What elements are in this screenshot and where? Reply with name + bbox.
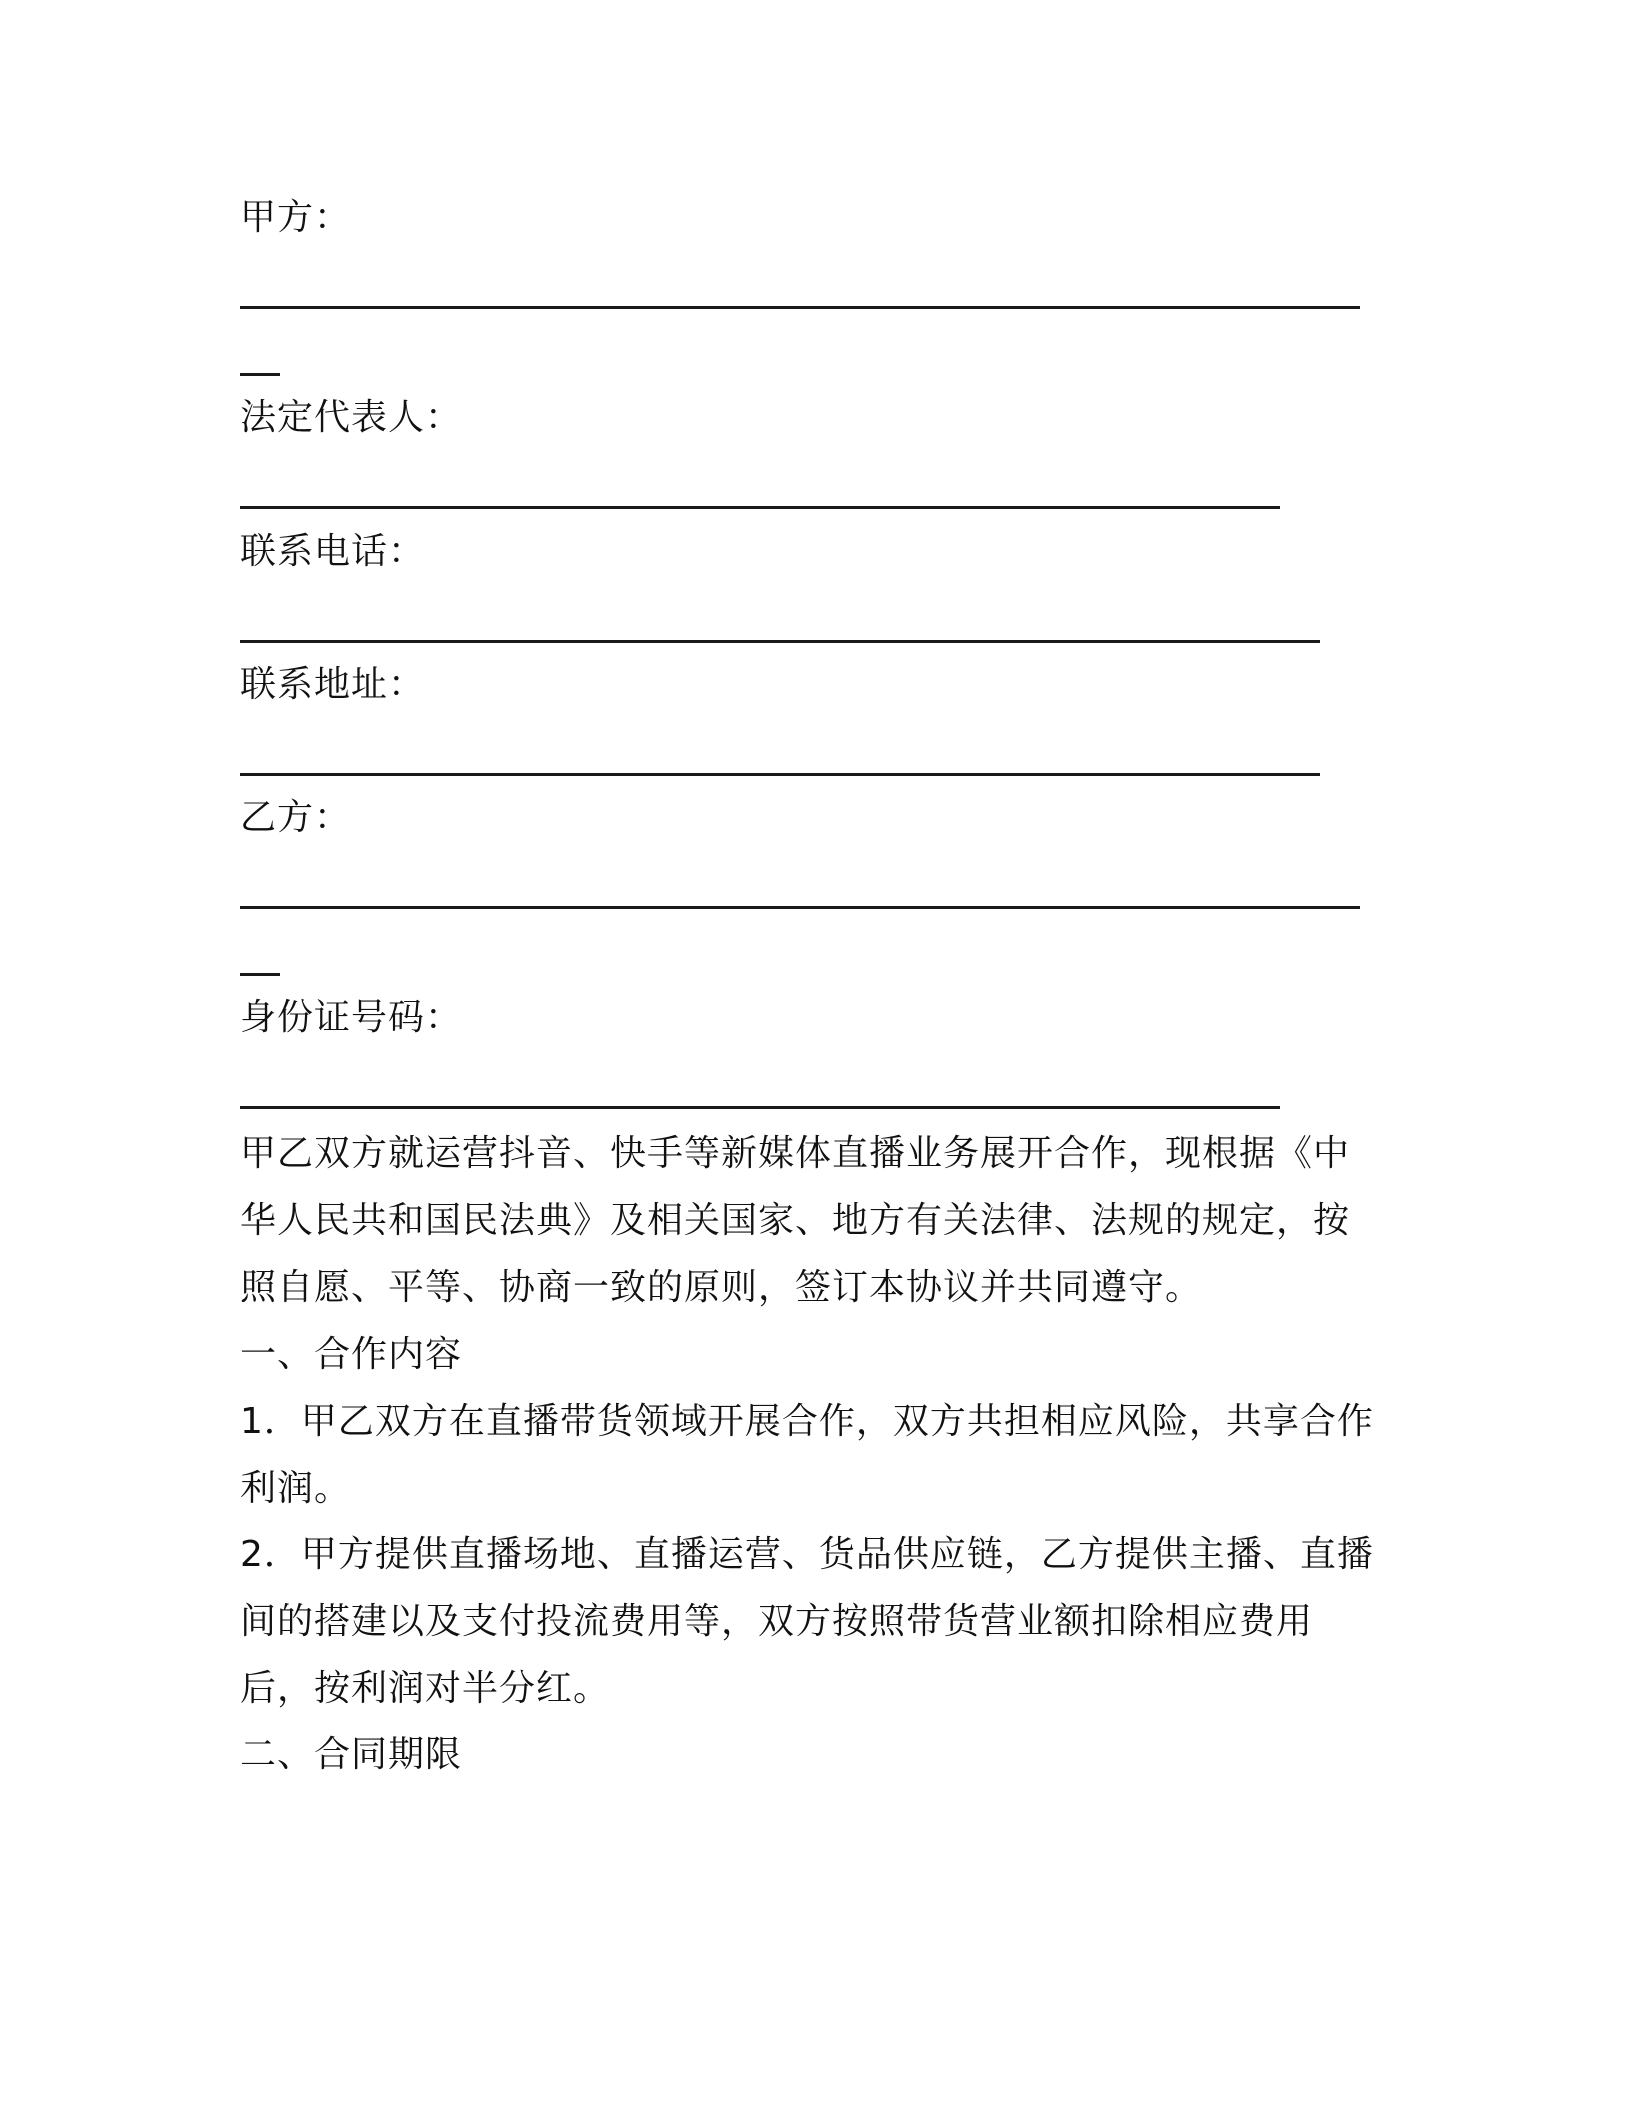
preamble-line: 华人民共和国民法典》及相关国家、地方有关法律、法规的规定，按 (240, 1200, 1351, 1241)
id-number-blank-line (240, 1106, 1280, 1109)
address-blank-line (240, 773, 1320, 776)
party-b-blank-line-cont (240, 973, 280, 976)
id-number-label: 身份证号码： (240, 997, 463, 1038)
phone-blank-line (240, 640, 1320, 643)
item-line: 2．甲方提供直播场地、直播运营、货品供应链，乙方提供主播、直播 (240, 1534, 1374, 1575)
section-1-heading: 一、合作内容 (240, 1334, 463, 1375)
section-2-heading: 二、合同期限 (240, 1734, 463, 1775)
section-1-item-1 (240, 1388, 1390, 1522)
party-b-blank-line (240, 906, 1360, 909)
party-a-blank-line (240, 306, 1360, 309)
preamble-line: 甲乙双方就运营抖音、快手等新媒体直播业务展开合作，现根据《中 (240, 1133, 1351, 1174)
address-label: 联系地址： (240, 664, 426, 705)
preamble-line: 照自愿、平等、协商一致的原则，签订本协议并共同遵守。 (240, 1267, 1203, 1308)
item-line: 间的搭建以及支付投流费用等，双方按照带货营业额扣除相应费用 (240, 1601, 1314, 1642)
item-line: 后，按利润对半分红。 (240, 1668, 611, 1709)
preamble-paragraph (240, 1120, 1390, 1321)
party-b-label: 乙方： (240, 797, 352, 838)
legal-rep-label: 法定代表人： (240, 397, 463, 438)
section-1-item-2 (240, 1521, 1390, 1722)
party-a-label: 甲方： (240, 197, 352, 238)
legal-rep-blank-line (240, 506, 1280, 509)
phone-label: 联系电话： (240, 531, 426, 572)
item-line: 利润。 (240, 1468, 352, 1509)
party-a-blank-line-cont (240, 373, 280, 376)
item-line: 1．甲乙双方在直播带货领域开展合作，双方共担相应风险，共享合作 (240, 1401, 1374, 1442)
